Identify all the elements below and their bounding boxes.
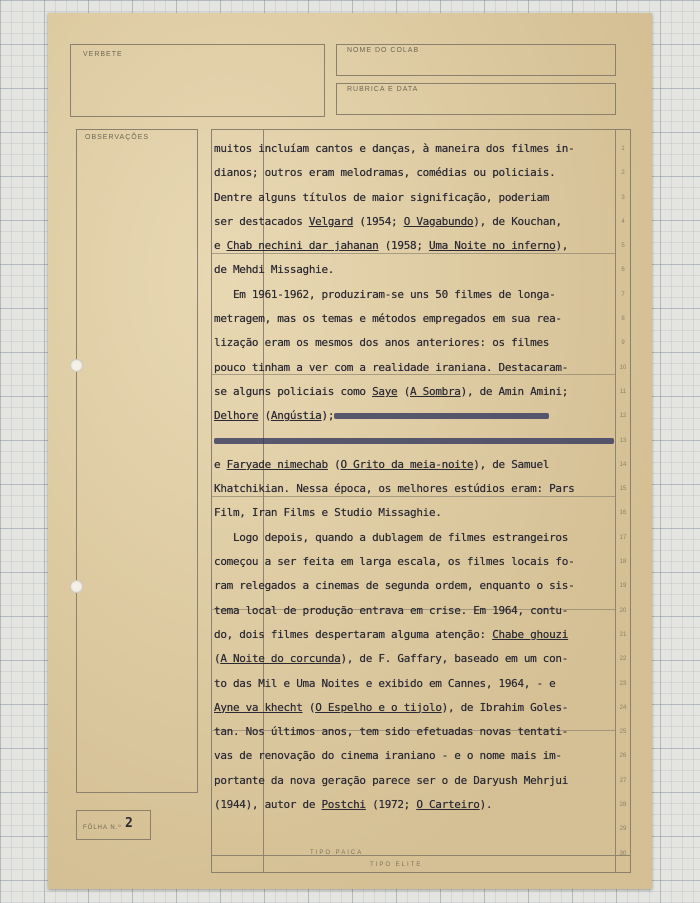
text-line (214, 453, 624, 477)
text-line-segment: e (214, 457, 227, 471)
film-title: O Carteiro (416, 798, 480, 812)
text-line: Film, Iran Films e Studio Missaghie. (214, 506, 442, 520)
text-line-segment: ser destacados (214, 214, 309, 228)
text-line (214, 793, 624, 817)
film-title: Velgard (308, 214, 354, 228)
line-number: 14 (619, 461, 627, 468)
rubrica-data-label: RUBRICA E DATA (347, 86, 419, 93)
text-line-segment: do, dois filmes despertaram alguma atenção: (214, 627, 493, 641)
margin-line-numbers (616, 137, 630, 866)
film-title: O Espelho e o tijolo (315, 700, 442, 714)
text-line-segment: ), de Amin Amini; (460, 384, 569, 398)
film-title: Ayne va khecht (214, 700, 303, 714)
line-number: 29 (619, 826, 627, 833)
line-number: 6 (621, 267, 625, 274)
film-title: O Vagabundo (403, 214, 474, 228)
line-number: 26 (619, 753, 627, 760)
line-number: 1 (621, 146, 625, 152)
text-line-segment: (1958; (378, 239, 429, 253)
film-title: Postchi (321, 798, 366, 812)
text-line (214, 404, 624, 428)
text-line: Dentre alguns títulos de maior significação, poderiam (214, 190, 550, 204)
text-line-segment: (1954; (353, 214, 404, 228)
text-line-segment: ( (302, 700, 316, 714)
line-number: 20 (619, 607, 627, 614)
text-line: to das Mil e Uma Noites e exibido em Cannes, 1964, - e (214, 676, 556, 690)
folha-box (76, 810, 151, 840)
line-number: 4 (621, 218, 625, 225)
line-number: 13 (619, 437, 627, 444)
text-line: muitos incluíam cantos e danças, à maneira dos filmes in- (214, 142, 575, 155)
line-number: 11 (619, 388, 627, 395)
struck-out-text (214, 429, 614, 453)
line-number: 18 (619, 559, 627, 566)
nome-colab-label: NOME DO COLAB (347, 47, 420, 54)
text-line: ram relegados a cinemas de segunda ordem, enquanto o sis- (214, 579, 575, 593)
film-title: A Noite do corcunda (220, 652, 341, 666)
text-line: lização eram os mesmos dos anos anteriores: os filmes (214, 336, 550, 350)
text-line-segment: ), (555, 239, 569, 253)
line-number: 30 (619, 850, 627, 857)
text-line-segment: ( (397, 384, 411, 398)
text-line-segment: ); (321, 409, 335, 423)
line-number: 15 (619, 486, 627, 493)
nome-colab-box (336, 44, 616, 76)
line-number: 2 (621, 170, 625, 177)
text-line-segment: ), de Kouchan, (473, 214, 562, 228)
text-line-segment: e (214, 239, 227, 253)
observacoes-label: OBSERVAÇÕES (85, 134, 150, 141)
line-number: 5 (621, 243, 625, 250)
text-line: metragem, mas os temas e métodos empregados em sua rea- (214, 312, 562, 326)
text-line-segment: (1972; (365, 798, 417, 812)
folha-label: FÔLHA N.º (83, 825, 122, 831)
line-number: 19 (619, 583, 627, 590)
line-number: 9 (621, 340, 625, 347)
tipo-paica-label: TIPO PAICA (310, 850, 364, 856)
paica-guide-top (211, 855, 631, 856)
text-line (214, 210, 624, 234)
text-line-segment: ), de F. Gaffary, baseado em um con- (340, 652, 569, 666)
film-title: Angústia (270, 409, 322, 423)
line-number: 8 (621, 316, 625, 323)
text-line-segment: se alguns policiais como (214, 384, 373, 398)
text-line (214, 380, 624, 404)
binder-hole (70, 580, 83, 593)
line-number: 27 (619, 777, 627, 784)
line-number: 24 (619, 704, 627, 711)
observacoes-box (76, 129, 198, 793)
tipo-elite-label: TIPO ELITE (370, 862, 423, 868)
text-line: pouco tinham a ver com a realidade iraniana. Destacaram- (214, 360, 569, 374)
line-number: 25 (619, 729, 627, 736)
text-line: portante da nova geração parece ser o de Daryush Mehrjui (214, 773, 569, 787)
text-line (214, 647, 624, 671)
line-number: 28 (619, 802, 627, 809)
text-line (214, 623, 624, 647)
text-line (214, 696, 624, 720)
struck-out-text (334, 404, 549, 428)
verbete-label: VERBETE (83, 51, 123, 58)
text-line-segment: ), de Ibrahim Goles- (441, 700, 569, 714)
text-line: Khatchikian. Nessa época, os melhores estúdios eram: Pars (214, 482, 575, 496)
typed-text-body (214, 137, 624, 817)
text-line: Em 1961-1962, produziram-se uns 50 filmes de longa- (214, 287, 556, 301)
line-number: 21 (619, 631, 627, 638)
text-line (214, 234, 624, 258)
line-number: 3 (621, 194, 625, 201)
film-title: Chabe ghouzi (492, 627, 569, 641)
line-number: 23 (619, 680, 627, 687)
film-title: A Sombra (410, 384, 461, 398)
text-line: tema local de produção entrava em crise. Em 1964, contu- (214, 603, 569, 617)
typescript-sheet (48, 13, 652, 889)
film-title: Delhore (214, 409, 259, 423)
text-line: tan. Nos últimos anos, tem sido efetuadas novas tentati- (214, 725, 569, 739)
film-title: Saye (372, 384, 398, 398)
text-line-segment: ). (479, 798, 493, 812)
text-line-segment: ( (327, 457, 341, 471)
text-line-segment: (1944), autor de (214, 798, 322, 812)
rubrica-data-box (336, 83, 616, 115)
text-line: começou a ser feita em larga escala, os filmes locais fo- (214, 555, 575, 569)
text-line-segment: ( (214, 652, 221, 666)
text-line: dianos; outros eram melodramas, comédias ou policiais. (214, 166, 556, 180)
film-title: O Grito da meia-noite (340, 457, 474, 471)
line-number: 22 (619, 656, 627, 663)
folha-number: 2 (125, 816, 133, 831)
text-line (214, 429, 624, 453)
line-number: 16 (619, 510, 627, 517)
text-line-segment: ( (258, 409, 271, 423)
film-title: Chab nechini dar jahanan (226, 239, 379, 253)
text-line: vas de renovação do cinema iraniano - e o nome mais im- (214, 749, 562, 763)
verbete-box (70, 44, 325, 117)
line-number: 17 (619, 534, 627, 541)
binder-hole (70, 359, 83, 372)
text-line-segment: ), de Samuel (473, 457, 550, 471)
line-number: 10 (619, 364, 627, 371)
text-line: de Mehdi Missaghie. (214, 263, 335, 277)
film-title: Faryade nimechab (226, 457, 328, 471)
line-number: 7 (621, 291, 625, 298)
line-number: 12 (619, 413, 627, 420)
text-line: Logo depois, quando a dublagem de filmes estrangeiros (214, 530, 569, 544)
film-title: Uma Noite no inferno (429, 239, 556, 253)
